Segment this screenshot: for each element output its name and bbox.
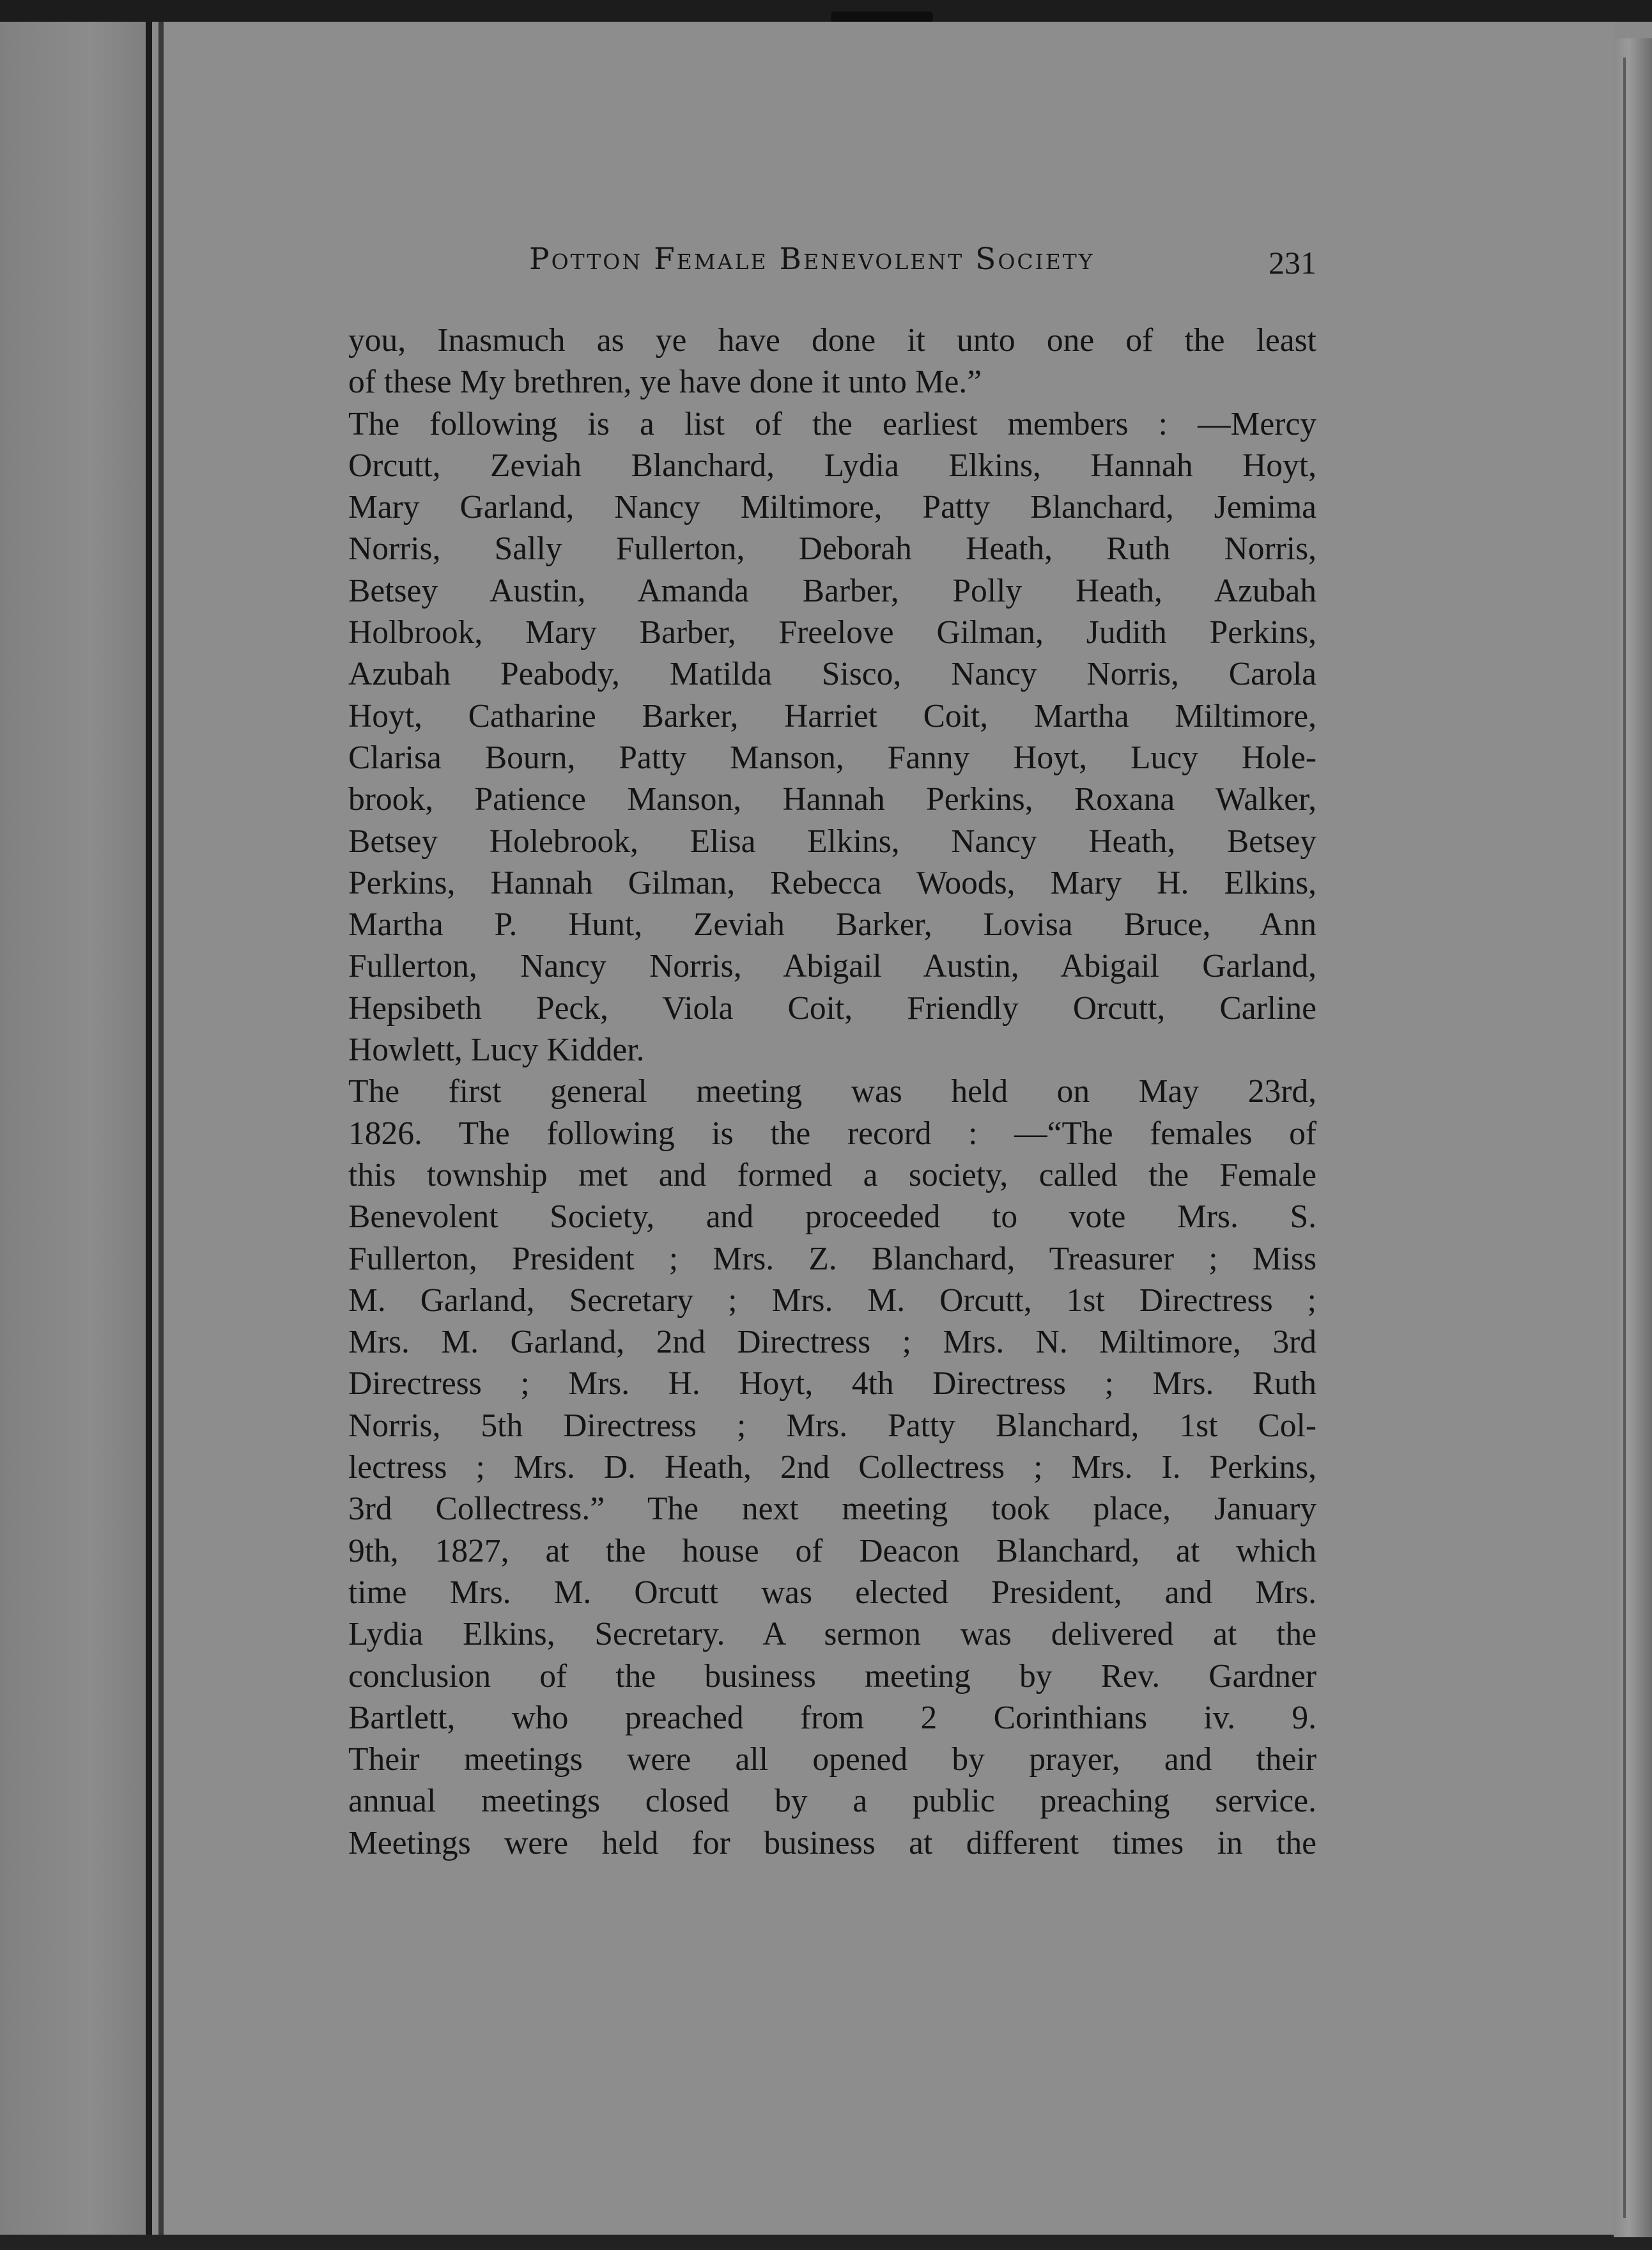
text-line: Their meetings were all opened by prayer, and their [348,1741,1316,1778]
text-line: Mrs. M. Garland, 2nd Directress ; Mrs. N. Miltimore, 3rd [348,1324,1316,1361]
text-line: Betsey Holebrook, Elisa Elkins, Nancy Heath, Betsey [348,823,1316,860]
text-line: Bartlett, who preached from 2 Corinthians iv. 9. [348,1699,1316,1736]
text-line: annual meetings closed by a public preaching service. [348,1783,1316,1820]
text-line: Orcutt, Zeviah Blanchard, Lydia Elkins, Hannah Hoyt, [348,447,1316,484]
text-line: Fullerton, Nancy Norris, Abigail Austin, Abigail Garland, [348,948,1316,985]
text-line: Clarisa Bourn, Patty Manson, Fanny Hoyt, Lucy Hole- [348,739,1316,776]
text-line: Benevolent Society, and proceeded to vote Mrs. S. [348,1199,1316,1236]
text-line: Martha P. Hunt, Zeviah Barker, Lovisa Bruce, Ann [348,906,1316,943]
binding-gutter [146,0,152,2250]
text-line: Norris, Sally Fullerton, Deborah Heath, Ruth Norris, [348,531,1316,568]
right-page-edge-line [1623,58,1626,2218]
text-line: Hepsibeth Peck, Viola Coit, Friendly Orcutt, Carline [348,989,1316,1027]
text-line: Holbrook, Mary Barber, Freelove Gilman, Judith Perkins, [348,614,1316,651]
text-line: Lydia Elkins, Secretary. A sermon was delivered at the [348,1616,1316,1653]
text-line: The first general meeting was held on May 23rd, [348,1073,1316,1110]
text-line: Hoyt, Catharine Barker, Harriet Coit, Martha Miltimore, [348,697,1316,734]
text-line: Meetings were held for business at different times in the [348,1824,1316,1861]
running-head: Potton Female Benevolent Society [529,242,1095,277]
text-line: Fullerton, President ; Mrs. Z. Blanchard, Treasurer ; Miss [348,1240,1316,1277]
text-line: 3rd Collectress.” The next meeting took place, January [348,1491,1316,1528]
text-line: 1826. The following is the record : —“The females of [348,1115,1316,1152]
body-text [348,320,1316,1864]
top-scan-edge [0,0,1652,22]
text-line: Azubah Peabody, Matilda Sisco, Nancy Norris, Carola [348,656,1316,693]
text-line: time Mrs. M. Orcutt was elected President, and Mrs. [348,1574,1316,1611]
right-page-edge [1614,38,1652,2237]
text-line: of these My brethren, ye have done it unto Me.” [348,364,982,401]
text-line: Mary Garland, Nancy Miltimore, Patty Blanchard, Jemima [348,489,1316,526]
text-line: Norris, 5th Directress ; Mrs. Patty Blanchard, 1st Col- [348,1407,1316,1444]
text-line: M. Garland, Secretary ; Mrs. M. Orcutt, 1st Directress ; [348,1282,1316,1319]
text-line: The following is a list of the earliest members : —Mercy [348,405,1316,442]
page-number: 231 [1269,245,1316,281]
text-line: lectress ; Mrs. D. Heath, 2nd Collectress ; Mrs. I. Perkins, [348,1449,1316,1486]
text-line: this township met and formed a society, called the Female [348,1156,1316,1193]
text-line: brook, Patience Manson, Hannah Perkins, Roxana Walker, [348,781,1316,818]
text-line: Directress ; Mrs. H. Hoyt, 4th Directress ; Mrs. Ruth [348,1365,1316,1402]
bottom-scan-edge [0,2235,1652,2250]
text-line: 9th, 1827, at the house of Deacon Blanchard, at which [348,1532,1316,1569]
adjacent-page-edge [0,0,150,2250]
binding-gutter-shadow [158,19,164,2250]
text-line: Howlett, Lucy Kidder. [348,1032,645,1069]
text-line: you, Inasmuch as ye have done it unto one of the least [348,322,1316,359]
text-line: Betsey Austin, Amanda Barber, Polly Heath, Azubah [348,572,1316,609]
text-line: Perkins, Hannah Gilman, Rebecca Woods, Mary H. Elkins, [348,864,1316,901]
text-line: conclusion of the business meeting by Rev. Gardner [348,1657,1316,1695]
